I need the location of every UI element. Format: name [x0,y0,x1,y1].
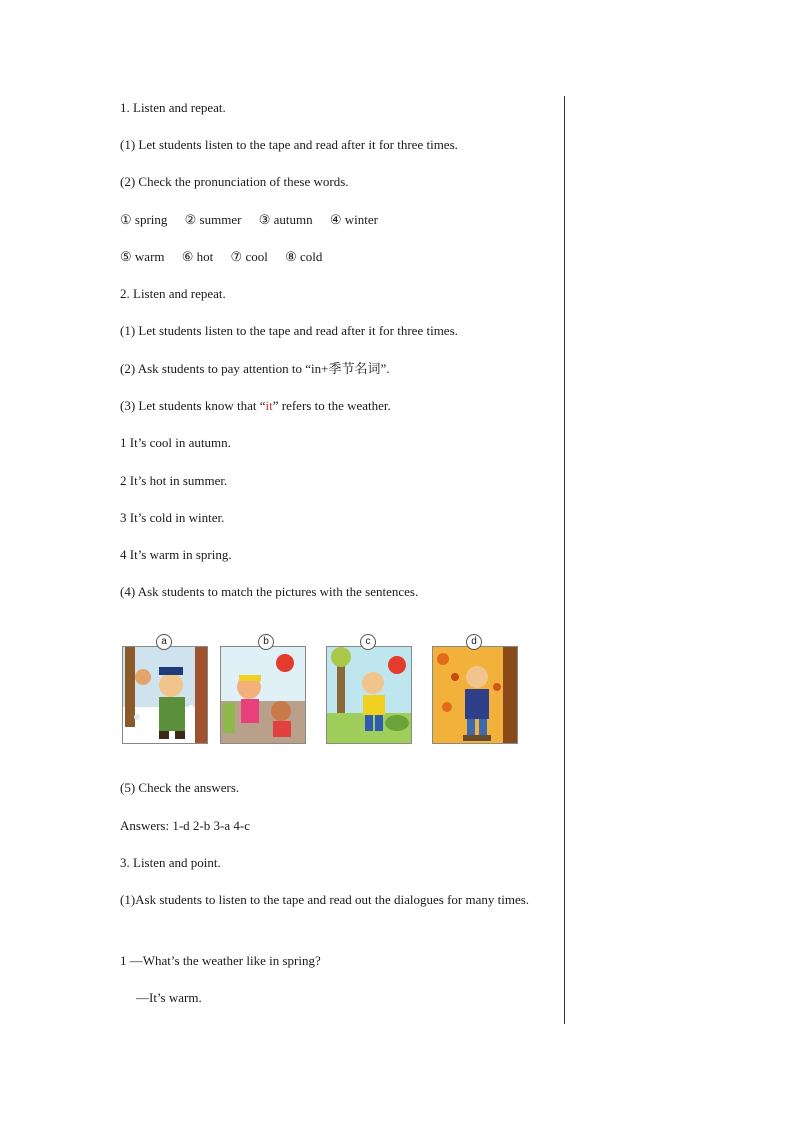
section1-step1: (1) Let students listen to the tape and read after it for three times. [120,137,458,152]
step3-text-post: ” refers to the weather. [272,398,391,413]
section2-title: 2. Listen and repeat. [120,286,226,301]
autumn-scene-illustration [433,647,517,743]
section2-step3 [120,398,391,414]
right-border-line [564,96,565,1024]
section2-step4: (4) Ask students to match the pictures with the sentences. [120,584,419,599]
word-item: ⑥ hot [181,249,214,264]
word-item: ⑤ warm [120,249,165,264]
step3-it-word: it [265,398,273,413]
section2-step2: (2) Ask students to pay attention to “in+季节名词”. [120,361,390,376]
picture-a [122,646,208,744]
word-item: ④ winter [329,212,378,227]
picture-label: a [156,634,172,650]
word-item: ③ autumn [258,212,313,227]
dialogue-question: 1 —What’s the weather like in spring? [120,953,321,968]
sentence-item: 2 It’s hot in summer. [120,473,228,488]
picture-label: d [466,634,482,650]
word-item: ⑧ cold [285,249,323,264]
section3-step1: (1)Ask students to listen to the tape and read out the dialogues for many times. [120,892,530,907]
word-list-row2 [120,249,336,265]
section1-step2: (2) Check the pronunciation of these words. [120,174,349,189]
answers-line: Answers: 1-d 2-b 3-a 4-c [120,818,250,833]
section2-step1: (1) Let students listen to the tape and read after it for three times. [120,323,458,338]
summer-scene-illustration [221,647,305,743]
sentence-item: 3 It’s cold in winter. [120,510,225,525]
picture-label: c [360,634,376,650]
section1-title: 1. Listen and repeat. [120,100,226,115]
word-item: ① spring [120,212,168,227]
sentence-item: 4 It’s warm in spring. [120,547,232,562]
picture-d [432,646,518,744]
section2-step5: (5) Check the answers. [120,780,240,795]
picture-b [220,646,306,744]
dialogue-answer: —It’s warm. [136,990,202,1005]
picture-c [326,646,412,744]
word-item: ② summer [184,212,242,227]
section3-title: 3. Listen and point. [120,855,221,870]
word-item: ⑦ cool [230,249,268,264]
picture-label: b [258,634,274,650]
word-list-row1 [120,212,392,228]
winter-scene-illustration [123,647,207,743]
season-pictures [122,636,522,746]
step3-text-pre: (3) Let students know that “ [120,398,266,413]
sentence-item: 1 It’s cool in autumn. [120,435,231,450]
spring-scene-illustration [327,647,411,743]
